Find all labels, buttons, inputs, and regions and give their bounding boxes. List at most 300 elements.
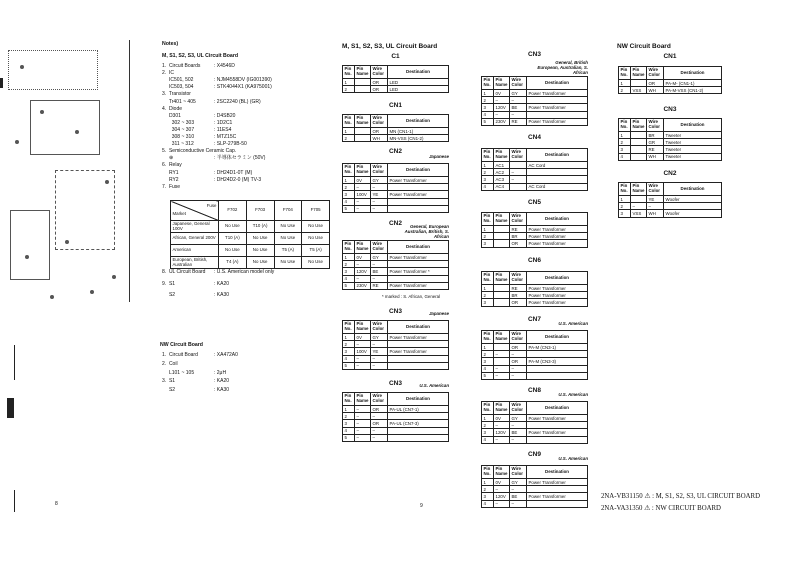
table-cell: 2 xyxy=(343,135,355,142)
table-row xyxy=(482,118,588,125)
table-cell xyxy=(494,226,510,233)
header-pin-no: Pin No. xyxy=(343,321,355,334)
table-cell: PA-M (CN3-3) xyxy=(527,358,588,365)
table-cell xyxy=(494,344,510,351)
table-row xyxy=(482,436,588,443)
table-cell: 0V xyxy=(494,415,510,422)
header-dest: Destination xyxy=(388,115,449,128)
table-row xyxy=(343,355,449,362)
table-cell: 1 xyxy=(343,128,355,135)
table-cell: WH xyxy=(371,135,388,142)
table-cell: 0V xyxy=(494,479,510,486)
table-cell: – xyxy=(355,427,371,434)
table-cell: – xyxy=(510,176,527,183)
table-footnote: * marked : S. African, General xyxy=(382,294,441,299)
table-cell: 2 xyxy=(482,351,494,358)
table-cell: GY xyxy=(510,415,527,422)
header-pin-no: Pin No. xyxy=(619,67,631,80)
table-cell: GY xyxy=(510,90,527,97)
header-dest: Destination xyxy=(527,402,588,415)
table-cell: 4 xyxy=(482,111,494,118)
page-number-right: 9 xyxy=(420,503,423,509)
note-value: : DH24D1-0T (M) xyxy=(214,169,253,176)
caption-main-board: 2NA-VB31150 ⚠ : M, S1, S2, S3, UL CIRCUIT BOARD xyxy=(601,493,760,500)
table-cell: OR xyxy=(371,79,388,86)
table-cell: – xyxy=(494,436,510,443)
table-cell: 4 xyxy=(482,183,494,190)
table-cell: – xyxy=(371,341,388,348)
table-cell: 3 xyxy=(343,348,355,355)
table-row xyxy=(619,80,722,87)
table-cell: GY xyxy=(371,177,388,184)
note-label: 7. Fuse xyxy=(162,183,181,190)
connector-title: CN2 xyxy=(663,170,677,177)
header-pin-name: Pin Name xyxy=(355,321,371,334)
note-value: : KA20 xyxy=(214,378,230,385)
table-cell: – xyxy=(371,355,388,362)
table-cell: – xyxy=(494,111,510,118)
connector-table-cn1a xyxy=(342,114,449,142)
connector-title: CN1 xyxy=(388,102,402,109)
table-cell: AC1 xyxy=(494,162,510,169)
table-cell xyxy=(631,132,647,139)
header-pin-name: Pin Name xyxy=(355,115,371,128)
table-cell: 120V xyxy=(494,493,510,500)
table-row xyxy=(343,205,449,212)
header-pin-name: Pin Name xyxy=(631,183,647,196)
header-pin-name: Pin Name xyxy=(494,149,510,162)
table-row xyxy=(619,153,722,160)
table-cell: Power Transformer xyxy=(388,334,449,341)
table-cell xyxy=(494,233,510,240)
connector-region: General, British European, Australian, S. African xyxy=(537,60,588,76)
table-cell xyxy=(527,365,588,372)
table-cell: BE xyxy=(510,104,527,111)
header-wire: Wire Color xyxy=(510,149,527,162)
table-row xyxy=(482,226,588,233)
table-cell: Power Transformer xyxy=(388,177,449,184)
header-dest: Destination xyxy=(527,466,588,479)
table-row xyxy=(482,486,588,493)
table-row xyxy=(482,169,588,176)
table-cell: 0V xyxy=(355,254,371,261)
header-dest: Destination xyxy=(664,67,722,80)
table-cell: 3 xyxy=(482,299,494,306)
table-cell xyxy=(494,358,510,365)
table-row xyxy=(343,268,449,275)
header-wire: Wire Color xyxy=(647,119,664,132)
connector-region: U.S. American xyxy=(558,456,588,461)
note-label: 8. UL Circuit Board xyxy=(162,269,206,275)
header-wire: Wire Color xyxy=(371,241,388,254)
fuse-col-header: F703 xyxy=(246,201,274,221)
connector-table-cn6 xyxy=(481,271,588,307)
header-dest: Destination xyxy=(527,272,588,285)
header-pin-no: Pin No. xyxy=(343,115,355,128)
table-cell xyxy=(664,203,722,210)
note-label: S2 xyxy=(162,387,176,394)
pcb-layout-drawing xyxy=(0,40,130,302)
table-row xyxy=(482,344,588,351)
table-cell: YE xyxy=(371,191,388,198)
table-cell: AC2 xyxy=(494,169,510,176)
table-cell xyxy=(355,86,371,93)
table-cell: – xyxy=(355,434,371,441)
table-cell: Power Transformer xyxy=(388,348,449,355)
table-cell: – xyxy=(631,203,647,210)
table-cell: 1 xyxy=(482,90,494,97)
connector-table-cn8 xyxy=(481,401,588,444)
table-cell: – xyxy=(371,205,388,212)
table-cell: 2 xyxy=(343,341,355,348)
table-cell: Power Transformer xyxy=(527,415,588,422)
table-cell: – xyxy=(371,413,388,420)
table-cell: Power Transformer xyxy=(527,240,588,247)
table-cell: OR xyxy=(371,86,388,93)
note-label: 9. S1 xyxy=(162,280,176,287)
header-pin-name: Pin Name xyxy=(355,164,371,177)
table-cell: BE xyxy=(510,429,527,436)
connector-region: U.S. American xyxy=(558,321,588,326)
table-cell: 5 xyxy=(482,372,494,379)
header-wire: Wire Color xyxy=(371,164,388,177)
table-cell: 4 xyxy=(619,153,631,160)
header-wire: Wire Color xyxy=(371,66,388,79)
table-cell: Power Transformer xyxy=(527,90,588,97)
table-cell: – xyxy=(355,275,371,282)
table-cell: – xyxy=(494,351,510,358)
table-cell: YE xyxy=(647,196,664,203)
nw-title: NW Circuit Board xyxy=(617,43,671,50)
connector-region: Japanese xyxy=(428,311,449,316)
table-cell xyxy=(388,362,449,369)
table-cell xyxy=(494,240,510,247)
table-cell: 1 xyxy=(343,334,355,341)
table-cell xyxy=(388,205,449,212)
table-cell xyxy=(527,372,588,379)
table-cell: Power Transformer xyxy=(527,493,588,500)
header-wire: Wire Color xyxy=(510,213,527,226)
table-row xyxy=(482,479,588,486)
table-cell xyxy=(494,299,510,306)
header-pin-no: Pin No. xyxy=(482,331,494,344)
table-cell xyxy=(527,97,588,104)
table-row xyxy=(343,275,449,282)
table-cell: 3 xyxy=(343,420,355,427)
table-cell: 2 xyxy=(482,169,494,176)
table-cell: – xyxy=(355,355,371,362)
table-cell: Tweeter xyxy=(664,153,722,160)
fuse-value-cell: No Use xyxy=(219,221,247,233)
fuse-value-cell: No Use xyxy=(219,245,247,257)
table-cell: Power Transformer xyxy=(527,104,588,111)
header-wire: Wire Color xyxy=(510,331,527,344)
table-cell xyxy=(631,153,647,160)
table-row xyxy=(343,406,449,413)
table-cell xyxy=(388,184,449,191)
table-cell: – xyxy=(371,427,388,434)
table-cell: 230V xyxy=(494,118,510,125)
table-cell: 100V xyxy=(355,191,371,198)
table-cell: – xyxy=(510,422,527,429)
table-cell: 2 xyxy=(619,203,631,210)
header-pin-no: Pin No. xyxy=(343,164,355,177)
header-wire: Wire Color xyxy=(371,115,388,128)
table-cell: Woofer xyxy=(664,210,722,217)
table-cell xyxy=(388,198,449,205)
note-value: : KA30 xyxy=(214,292,230,298)
note-value: : U.S. American model only xyxy=(214,269,275,275)
table-row xyxy=(482,415,588,422)
connector-table-cn7 xyxy=(481,330,588,380)
table-cell: 3 xyxy=(343,268,355,275)
table-cell: MN-VSS (CN1-2) xyxy=(388,135,449,142)
table-cell: – xyxy=(494,500,510,507)
table-cell: Woofer xyxy=(664,196,722,203)
note-label: L101 ~ 105 xyxy=(162,369,195,376)
header-wire: Wire Color xyxy=(510,77,527,90)
table-cell: Power Transformer xyxy=(388,191,449,198)
connector-table-nwcn1 xyxy=(618,66,722,94)
connector-title: C1 xyxy=(391,53,400,60)
header-dest: Destination xyxy=(388,164,449,177)
table-cell: Power Transformer xyxy=(527,226,588,233)
header-pin-no: Pin No. xyxy=(482,466,494,479)
connector-region: U.S. American xyxy=(558,392,588,397)
table-row xyxy=(482,372,588,379)
table-cell xyxy=(631,146,647,153)
header-wire: Wire Color xyxy=(647,67,664,80)
table-cell: BR xyxy=(510,233,527,240)
crop-mark xyxy=(14,490,15,512)
header-pin-name: Pin Name xyxy=(494,331,510,344)
connector-table-cn3a xyxy=(342,320,449,370)
table-cell: 4 xyxy=(343,198,355,205)
table-cell: 1 xyxy=(482,285,494,292)
note-label: 302 ~ 303 xyxy=(162,119,195,126)
table-row xyxy=(343,261,449,268)
header-pin-name: Pin Name xyxy=(631,119,647,132)
header-dest: Destination xyxy=(388,393,449,406)
table-row xyxy=(482,422,588,429)
connector-title: CN3 xyxy=(663,106,677,113)
table-cell xyxy=(527,500,588,507)
table-cell: 1 xyxy=(343,79,355,86)
table-row xyxy=(343,362,449,369)
table-cell: – xyxy=(510,372,527,379)
table-row xyxy=(482,292,588,299)
note-label: D301 xyxy=(162,112,181,119)
header-pin-no: Pin No. xyxy=(482,213,494,226)
table-row xyxy=(619,146,722,153)
header-wire: Wire Color xyxy=(647,183,664,196)
fuse-value-cell: No Use xyxy=(274,257,302,269)
table-row xyxy=(482,111,588,118)
table-cell: – xyxy=(371,261,388,268)
table-cell: 4 xyxy=(482,436,494,443)
table-cell: PA-M- (CN1-1) xyxy=(664,80,722,87)
table-cell: – xyxy=(355,261,371,268)
table-cell: LED xyxy=(388,86,449,93)
table-row xyxy=(482,365,588,372)
table-cell: – xyxy=(510,111,527,118)
table-cell: GY xyxy=(371,254,388,261)
table-cell: BR xyxy=(647,132,664,139)
note-value: : D4SB20 xyxy=(214,112,236,119)
table-cell: 1 xyxy=(343,254,355,261)
table-cell: PA-M-VSS (CN1-2) xyxy=(664,87,722,94)
table-cell: 5 xyxy=(343,205,355,212)
table-row xyxy=(482,285,588,292)
header-pin-name: Pin Name xyxy=(494,77,510,90)
note-value: : 2μH xyxy=(214,369,227,376)
table-cell: VSS xyxy=(631,87,647,94)
fuse-col-header: F702 xyxy=(219,201,247,221)
table-cell xyxy=(388,434,449,441)
table-cell: Tweeter xyxy=(664,146,722,153)
connector-title: CN4 xyxy=(527,134,541,141)
fuse-value-cell: No Use xyxy=(274,233,302,245)
header-wire: Wire Color xyxy=(510,402,527,415)
table-row xyxy=(482,176,588,183)
table-cell: 1 xyxy=(619,196,631,203)
table-cell: 0V xyxy=(355,177,371,184)
table-cell: 0V xyxy=(494,90,510,97)
fuse-row xyxy=(171,221,330,233)
table-cell: OR xyxy=(371,128,388,135)
table-cell: – xyxy=(355,184,371,191)
note-label: 3. S1 xyxy=(162,378,176,385)
note-label: S2 xyxy=(162,292,176,298)
header-pin-name: Pin Name xyxy=(631,67,647,80)
fuse-col-header: F705 xyxy=(302,201,330,221)
fuse-market-cell: Japanese, General 100V xyxy=(171,221,219,233)
table-row xyxy=(482,183,588,190)
table-cell: RE xyxy=(510,226,527,233)
table-cell: BE xyxy=(510,493,527,500)
table-cell: – xyxy=(510,351,527,358)
fuse-value-cell: T10 (A) xyxy=(246,221,274,233)
table-cell: LED xyxy=(388,79,449,86)
connector-table-cn3b xyxy=(342,392,449,442)
table-cell: 3 xyxy=(343,191,355,198)
header-dest: Destination xyxy=(388,321,449,334)
table-cell: Power Transformer xyxy=(527,285,588,292)
table-cell: 5 xyxy=(343,434,355,441)
header-pin-no: Pin No. xyxy=(482,272,494,285)
table-row xyxy=(482,90,588,97)
table-cell: PA-M (CN3-1) xyxy=(527,344,588,351)
fuse-market-cell: American xyxy=(171,245,219,257)
header-dest: Destination xyxy=(527,77,588,90)
table-cell xyxy=(631,139,647,146)
table-cell: 2 xyxy=(343,413,355,420)
table-cell: Power Transformer * xyxy=(388,268,449,275)
table-cell: 120V xyxy=(494,429,510,436)
table-cell: – xyxy=(355,413,371,420)
table-cell: 230V xyxy=(355,282,371,289)
fuse-value-cell: No Use xyxy=(246,257,274,269)
table-row xyxy=(482,351,588,358)
note-label: RY1 xyxy=(162,169,179,176)
note-value: : KA30 xyxy=(214,387,230,394)
table-cell: – xyxy=(510,436,527,443)
table-cell: – xyxy=(494,97,510,104)
table-cell: – xyxy=(355,205,371,212)
header-dest: Destination xyxy=(664,119,722,132)
header-pin-name: Pin Name xyxy=(494,402,510,415)
header-dest: Destination xyxy=(527,149,588,162)
table-row xyxy=(482,104,588,111)
fuse-value-cell: No Use xyxy=(274,221,302,233)
header-pin-no: Pin No. xyxy=(619,119,631,132)
fuse-value-cell: No Use xyxy=(302,233,330,245)
table-cell: BR xyxy=(510,292,527,299)
table-cell: Power Transformer xyxy=(527,429,588,436)
table-cell: 2 xyxy=(343,86,355,93)
table-cell: OR xyxy=(510,299,527,306)
table-row xyxy=(482,162,588,169)
table-cell: 3 xyxy=(619,210,631,217)
table-cell: 1 xyxy=(343,406,355,413)
table-row xyxy=(343,86,449,93)
table-cell: – xyxy=(355,341,371,348)
connector-title: CN2 xyxy=(388,148,402,155)
fuse-table xyxy=(170,200,330,269)
connector-title: CN6 xyxy=(527,257,541,264)
table-row xyxy=(619,87,722,94)
connector-table-nwcn3 xyxy=(618,118,722,161)
connector-title: CN8 xyxy=(527,387,541,394)
table-cell xyxy=(527,422,588,429)
table-cell xyxy=(355,79,371,86)
table-cell: – xyxy=(510,500,527,507)
header-wire: Wire Color xyxy=(510,466,527,479)
table-cell: RE xyxy=(647,146,664,153)
header-pin-no: Pin No. xyxy=(343,66,355,79)
table-row xyxy=(619,210,722,217)
table-cell: GR xyxy=(647,139,664,146)
table-cell: – xyxy=(510,486,527,493)
table-cell: – xyxy=(355,420,371,427)
header-dest: Destination xyxy=(527,213,588,226)
fuse-market-cell: European, British, Australian xyxy=(171,257,219,269)
note-label: Tr401 ~ 405 xyxy=(162,98,196,105)
table-cell: OR xyxy=(647,80,664,87)
table-row xyxy=(619,139,722,146)
table-cell: 3 xyxy=(482,104,494,111)
table-row xyxy=(482,233,588,240)
connector-table-cn4 xyxy=(481,148,588,191)
fuse-value-cell: No Use xyxy=(302,221,330,233)
nw-notes-heading: NW Circuit Board xyxy=(160,342,203,348)
table-cell: 4 xyxy=(482,500,494,507)
table-cell: 4 xyxy=(343,275,355,282)
table-row xyxy=(343,128,449,135)
table-cell: 1 xyxy=(482,479,494,486)
notes-heading: Notes) xyxy=(162,41,179,47)
header-pin-no: Pin No. xyxy=(482,149,494,162)
table-row xyxy=(482,358,588,365)
table-cell: 5 xyxy=(343,282,355,289)
table-cell: Tweeter xyxy=(664,132,722,139)
table-row xyxy=(343,177,449,184)
table-cell: 4 xyxy=(343,355,355,362)
table-cell: WH xyxy=(647,210,664,217)
table-cell: 5 xyxy=(482,118,494,125)
connector-region: U.S. American xyxy=(419,383,449,388)
note-value: : KA20 xyxy=(214,280,230,287)
